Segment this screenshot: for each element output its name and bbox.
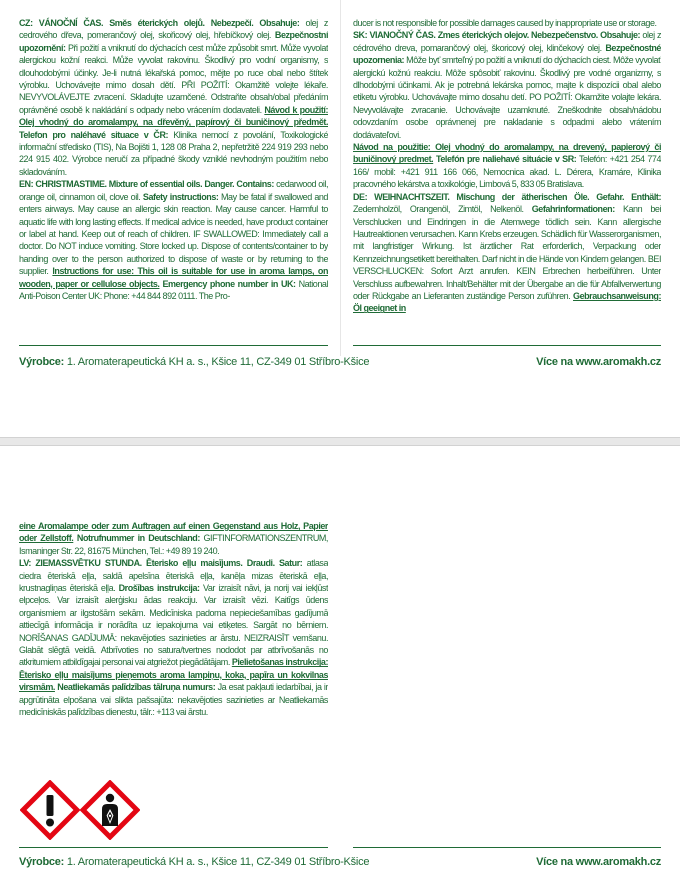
label-column-de-lv — [19, 520, 328, 760]
lv-phone: Ja esat pakļauti iedarbībai, ja ir apgrūtināta elpošana vai slikta pašsajūta: nekavējoties sazinieties ar Neatliekamās medicīniskās palīdzības dienestu, tālr.: +113 vai ārstu. — [19, 682, 328, 718]
en-contains: cedarwood oil, orange oil, cinnamon oil, clove oil. — [19, 179, 328, 202]
de-phone: GIFTINFORMATIONSZENTRUM, Ismaninger Str. 22, 81675 München, Tel.: +49 89 19 240. — [19, 533, 328, 556]
en-safety-label: Safety instructions: — [142, 191, 219, 202]
en-safety: May be fatal if swallowed and enters airways. May cause an allergic skin reaction. May cause cancer. Harmful to aquatic life with long lasting effects. If medical advice is needed, have product container or label at hand. Keep out of reach of children. IF SWALLOWED: Immediately call a doctor. Do NOT induce vomiting. Store locked up. Dispose of contents/container to by handing over to the person authorized to dispose of waste or by returning to the supplier. — [19, 191, 328, 277]
de-phone-label: Notrufnummer in Deutschland: — [73, 533, 200, 544]
en-heading: EN: CHRISTMASTIME. Mixture of essential oils. Danger. Contains: — [19, 179, 274, 190]
footer-rule-right-bottom — [353, 847, 661, 848]
more-info-bottom: Více na www.aromakh.cz — [536, 856, 661, 868]
cz-use-instructions: Návod k použití: Olej vhodný do aromalampy, na dřevěný, papírový či buničinový předmět. — [19, 104, 328, 128]
en-use-instructions: Instructions for use: This oil is suitable for use in aroma lamps, on wooden, paper or cellulose objects. — [19, 266, 328, 289]
de-heading: DE: WEIHNACHTSZEIT. Mischung der ätherischen Öle. Gefahr. Enthält: — [353, 191, 661, 202]
cz-phone: Klinika nemocí z povolání, Toxikologické informační středisko (TIS), Na Bojišti 1, 128 08 Praha 2, nepřetržitě 224 919 293 nebo 224 915 402. Výrobce neručí za případné škody vzniklé nevhodným použitím nebo skladováním. — [19, 129, 328, 177]
paragraph-cz — [19, 17, 328, 178]
de-use-continuation: eine Aromalampe oder zum Auftragen auf einen Gegenstand aus Holz, Papier oder Zellstoff. — [19, 521, 328, 544]
cz-contains: olej z cedrového dřeva, pomerančový olej, skořicový olej, hřebíčkový olej. — [19, 18, 328, 41]
paragraph-en-cont — [353, 17, 661, 29]
page-separator — [0, 437, 680, 446]
de-contains: Zedernholzöl, Orangenöl, Zimtöl, Nelkenöl. — [353, 204, 532, 215]
cz-safety: Při požití a vniknutí do dýchacích cest může způsobit smrt. Může vyvolat alergickou kožní reakci. Může vyvolat rakovinu. Škodlivý pro vodní organismy, s dlouhodobými účinky. Je-li nutná lékařská pomoc, mějte po ruce obal nebo štítek výrobku. Uchovávejte mimo dosah dětí. PŘI POŽITÍ: Okamžitě volejte lékaře. NEVYVOLÁVEJTE zvracení. Skladujte uzamčené. Odstraňte obsah/obal předáním oprávněné osobě k nakládání s odpady nebo vrácením dodavateli. — [19, 42, 328, 115]
paragraph-sk — [353, 29, 661, 141]
lv-heading: LV: ZIEMASSVĒTKU STUNDA. Ēterisko eļļu maisījums. Draudi. Satur: — [19, 558, 303, 569]
sk-phone-label: Telefón pre naliehavé situácie v SR: — [433, 154, 577, 165]
health-hazard-icon — [80, 780, 140, 840]
en-phone: National Anti-Poison Center UK: Phone: +44 844 892 0111. The Pro- — [19, 278, 328, 301]
sk-contains: olej z cédrového dreva, pomarančový olej, škoricový olej, klinčekový olej. — [353, 30, 661, 53]
sk-use-instructions: Návod na použitie: Olej vhodný do aromalampy, na drevený, papierový či buničinový predmet. — [353, 142, 661, 165]
paragraph-lv — [19, 557, 328, 718]
en-phone-label: Emergency phone number in UK: — [159, 278, 296, 289]
label-column-sk-de — [353, 17, 661, 339]
lv-use-instructions: Pielietošanas instrukcija: Ēterisko eļļu maisījums pieņemots aroma lampiņu, koka, papīra un kokvilnas virsmām. — [19, 657, 328, 693]
lv-safety-label: Drošības instrukcija: — [118, 583, 200, 594]
de-safety: Kann bei Verschlucken und Eindringen in die Atemwege tödlich sein. Kann allergische Hautreaktionen verursachen. Kann Krebs erzeugen. Schädlich für Wasserorganismen, mit langfristiger Wirkung. Ist ärztlicher Rat erforderlich, Verpackung oder Kennzeichnungsetikett bereithalten. Darf nicht in die Hände von Kindern gelangen. BEI VERSCHLUCKEN: Sofort Arzt anrufen. KEIN Erbrechen herbeiführen. Unter Verschluss aufbewahren. Inhalt/Behälter mit der Übergabe an die für Abfallverwertung oder Rückgabe an Lieferanten zuständige Person zuführen. — [353, 204, 661, 301]
producer-line-top — [19, 356, 369, 368]
paragraph-en — [19, 178, 328, 302]
producer-label: Výrobce: — [19, 356, 65, 368]
cz-heading: CZ: VÁNOČNÍ ČAS. Směs éterických olejů. Nebezpečí. Obsahuje: — [19, 18, 300, 28]
paragraph-de-cont — [19, 520, 328, 557]
label-column-cz-en — [19, 17, 328, 339]
sk-phone: Telefón: +421 254 774 166/ mobil: +421 911 166 066, Nemocnica akad. L. Dérera, Kramáre, Klinika pracovného lekárstva a toxikológie, Limbová 5, 833 05 Bratislava. — [353, 154, 661, 190]
de-use-instructions: Gebrauchsanweisung: Öl geeignet in — [353, 290, 661, 314]
sk-safety-label: Bezpečnostné upozornenia: — [353, 42, 661, 66]
producer-line-bottom — [19, 856, 369, 868]
sk-safety: Môže byť smrteľný po požití a vniknutí do dýchacích ciest. Môže vyvolať alergickú kožnú reakciu. Môže spôsobiť rakovinu. Škodlivý pre vodné organizmy, s dlhodobými účinkami. Ak je potrebná lekárska pomoc, majte k dispozícii obal alebo etiketu výrobku. Uchovávajte mimo dosahu detí. PO POŽITÍ: Okamžite volajte lekára. Nevyvolávajte zvracanie. Uchovávajte uzamknuté. Zneškodnite obsah/nádobu odovzdaním osobe oprávnenej pre nakladanie s odpadmi alebo vrátením dodávateľovi. — [353, 55, 661, 140]
footer-rule-right-top — [353, 345, 661, 346]
exclamation-mark-icon — [20, 780, 80, 840]
en-continuation: ducer is not responsible for possible damages caused by inappropriate use or storage. — [353, 18, 657, 28]
producer-label: Výrobce: — [19, 856, 65, 868]
lv-safety: Var izraisīt nāvi, ja norij vai iekļūst elpceļos. Var izraisīt alerģisku ādas reakciju. Var izraisīt vēzi. Kaitīgs ūdens organismiem ar ilgstošām sekām. Medicīniska padoma nepieciešamības gadījumā attiecīgā informācija ir norādīta uz iepakojuma vai etiķetes. Sargāt no bērniem. NORĪŠANAS GADĪJUMĀ: nekavējoties sazinieties ar ārstu. NEIZRAISĪT vemšanu. Glabāt slēgtā veidā. Atbrīvoties no satura/tvertnes nododot par atbrīvošanās no atkritumiem atbildīgajai personai vai atgriežot piegādātājam. — [19, 583, 328, 668]
lv-phone-label: Neatliekamās palīdzības tālruņa numurs: — [54, 682, 216, 693]
more-info-top: Více na www.aromakh.cz — [536, 356, 661, 368]
cz-safety-label: Bezpečnostní upozornění: — [19, 30, 328, 53]
column-divider — [340, 0, 341, 356]
footer-rule-left-bottom — [19, 847, 328, 848]
paragraph-de — [353, 191, 661, 315]
footer-rule-left-top — [19, 345, 328, 346]
producer-text: 1. Aromaterapeutická KH a. s., Kšice 11, CZ-349 01 Stříbro-Kšice — [64, 356, 370, 368]
lv-contains: atlasa ciedra ēteriskā eļļa, saldā apelsīna ēteriskā eļļa, kanēļa mizas ēteriskā eļļa, krustnagliņas ēteriskā eļļa. — [19, 558, 328, 594]
cz-phone-label: Telefon pro naléhavé situace v ČR: — [19, 129, 169, 140]
paragraph-sk-use — [353, 141, 661, 191]
sk-heading: SK: VIANOČNÝ ČAS. Zmes éterických olejov. Nebezpečenstvo. Obsahuje: — [353, 30, 641, 41]
de-safety-label: Gefahrinformationen: — [531, 204, 615, 215]
producer-text: 1. Aromaterapeutická KH a. s., Kšice 11, CZ-349 01 Stříbro-Kšice — [64, 856, 370, 868]
